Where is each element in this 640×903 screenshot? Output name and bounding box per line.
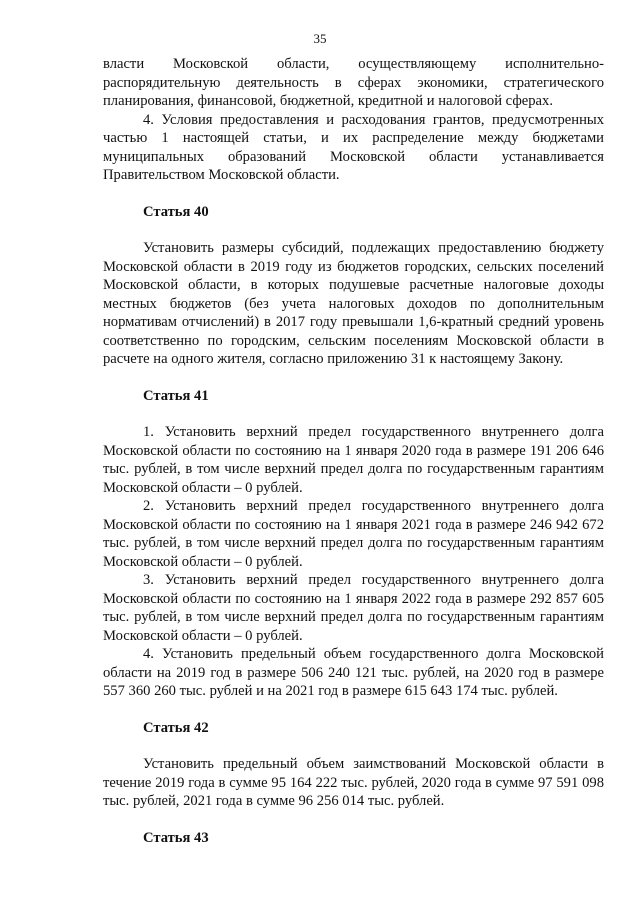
article-41-title: Статья 41	[143, 387, 209, 404]
article-41-paragraph-3: 3. Установить верхний предел государственного внутреннего долга Московской области по состоянию на 1 января 2022 года в размере 292 857 605 тыс. рублей, в том числе верхний предел долга по государственным гарантиям Московской области – 0 рублей.	[103, 572, 604, 644]
article-43-title: Статья 43	[143, 829, 209, 846]
article-41-paragraph-1: 1. Установить верхний предел государственного внутреннего долга Московской области по состоянию на 1 января 2020 года в размере 191 206 646 тыс. рублей, в том числе верхний предел долга по государственным гарантиям Московской области – 0 рублей.	[103, 424, 604, 496]
page-number: 35	[313, 31, 327, 46]
continued-paragraph: власти Московской области, осуществляющему исполнительно-распорядительную деятельность в сферах экономики, стратегического планирования, финансовой, бюджетной, кредитной и налоговой сферах.	[103, 56, 604, 109]
article-41-paragraph-4: 4. Установить предельный объем государственного долга Московской области на 2019 год в размере 506 240 121 тыс. рублей, на 2020 год в размере 557 360 260 тыс. рублей и на 2021 год в размере 615 643 174 тыс. рублей.	[103, 646, 604, 699]
article-40-paragraph: Установить размеры субсидий, подлежащих предоставлению бюджету Московской области в 2019 году из бюджетов городских, сельских поселений Московской области, в которых подушевые расчетные налоговые доходы местных бюджетов (без учета налоговых доходов по дополнительным нормативам отчислений) в 2017 году превышали 1,6-кратный средний уровень соответственно по городским, сельским поселениям Московской области в расчете на одного жителя, согласно приложению 31 к настоящему Закону.	[103, 240, 604, 367]
article-42-paragraph: Установить предельный объем заимствований Московской области в течение 2019 года в сумме 95 164 222 тыс. рублей, 2020 года в сумме 97 591 098 тыс. рублей, 2021 года в сумме 96 256 014 тыс. рублей.	[103, 756, 604, 809]
paragraph-4: 4. Условия предоставления и расходования грантов, предусмотренных частью 1 настоящей статьи, и их распределение между бюджетами муниципальных образований Московской области устанавливается Правительством Московской области.	[103, 111, 604, 183]
article-40-title: Статья 40	[143, 203, 209, 220]
page-body	[103, 55, 604, 847]
article-41-paragraph-2: 2. Установить верхний предел государственного внутреннего долга Московской области по состоянию на 1 января 2021 года в размере 246 942 672 тыс. рублей, в том числе верхний предел долга по государственным гарантиям Московской области – 0 рублей.	[103, 498, 604, 570]
article-42-title: Статья 42	[143, 719, 209, 736]
